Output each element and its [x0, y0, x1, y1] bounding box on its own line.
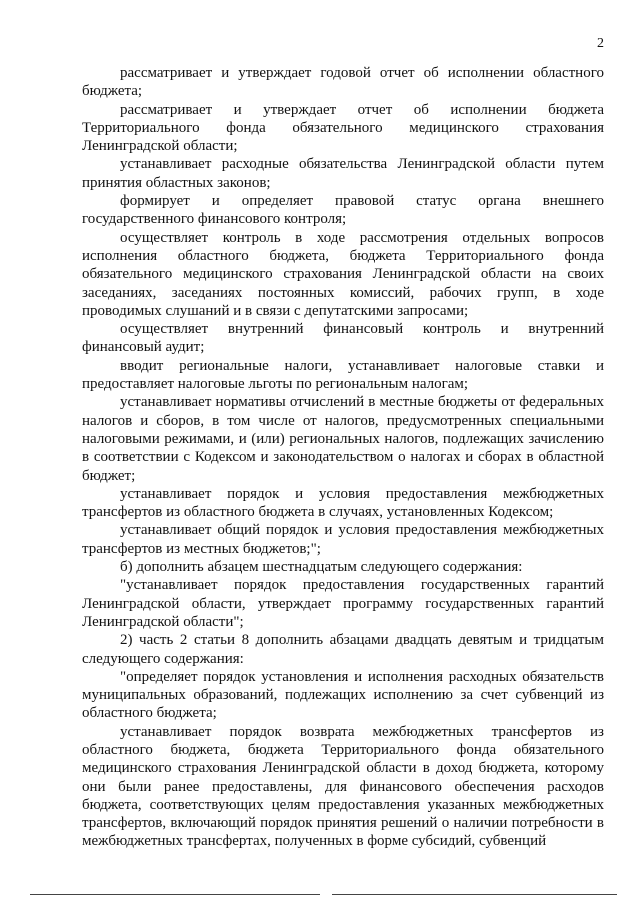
paragraph: б) дополнить абзацем шестнадцатым следующего содержания: [120, 559, 523, 576]
paragraph: 2) часть 2 статьи 8 дополнить абзацами двадцать девятым и тридцатым следующего содержания: [82, 632, 604, 667]
paragraph: "устанавливает порядок предоставления государственных гарантий Ленинградской области, утверждает программу государственных гарантий Ленинградской области"; [82, 577, 604, 630]
bottom-divider-right [332, 894, 617, 895]
paragraph: устанавливает порядок возврата межбюджетных трансфертов из областного бюджета, бюджета Территориального фонда обязательного медицинского страхования Ленинградской области в доход бюджета, которому они были ранее предоставлены, для финансового обеспечения расходов бюджета, соответствующих целям предоставления указанных межбюджетных трансфертов, включающий порядок принятия решений о наличии потребности в межбюджетных трансфертах, полученных в форме субсидий, субвенций [82, 723, 604, 850]
document-body [82, 64, 604, 851]
paragraph: устанавливает общий порядок и условия предоставления межбюджетных трансфертов из местных бюджетов;"; [82, 522, 604, 557]
page-number: 2 [597, 36, 604, 51]
paragraph: осуществляет внутренний финансовый контроль и внутренний финансовый аудит; [82, 321, 604, 356]
paragraph: устанавливает нормативы отчислений в местные бюджеты от федеральных налогов и сборов, в том числе от налогов, предусмотренных специальными налоговыми режимами, и (или) региональных налогов, подлежащих зачислению в соответствии с Кодексом и законодательством о налогах и сборах в областной бюджет; [82, 394, 604, 484]
bottom-divider-left [30, 894, 320, 895]
paragraph: вводит региональные налоги, устанавливает налоговые ставки и предоставляет налоговые льготы по региональным налогам; [82, 357, 604, 393]
paragraph: "определяет порядок установления и исполнения расходных обязательств муниципальных образований, подлежащих исполнению за счет субвенций из областного бюджета; [82, 668, 604, 722]
paragraph: осуществляет контроль в ходе рассмотрения отдельных вопросов исполнения областного бюджета, бюджета Территориального фонда обязательного медицинского страхования Ленинградской области на своих заседаниях, заседаниях постоянных комиссий, рабочих групп, в ходе проводимых слушаний и в связи с депутатскими запросами; [82, 229, 604, 319]
paragraph: устанавливает порядок и условия предоставления межбюджетных трансфертов из областного бюджета в случаях, установленных Кодексом; [82, 485, 604, 521]
paragraph: формирует и определяет правовой статус органа внешнего государственного финансового контроля; [82, 193, 604, 228]
paragraph: рассматривает и утверждает годовой отчет об исполнении областного бюджета; [82, 65, 604, 100]
paragraph: рассматривает и утверждает отчет об исполнении бюджета Территориального фонда обязательного медицинского страхования Ленинградской области; [82, 101, 604, 155]
paragraph: устанавливает расходные обязательства Ленинградской области путем принятия областных законов; [82, 156, 604, 191]
